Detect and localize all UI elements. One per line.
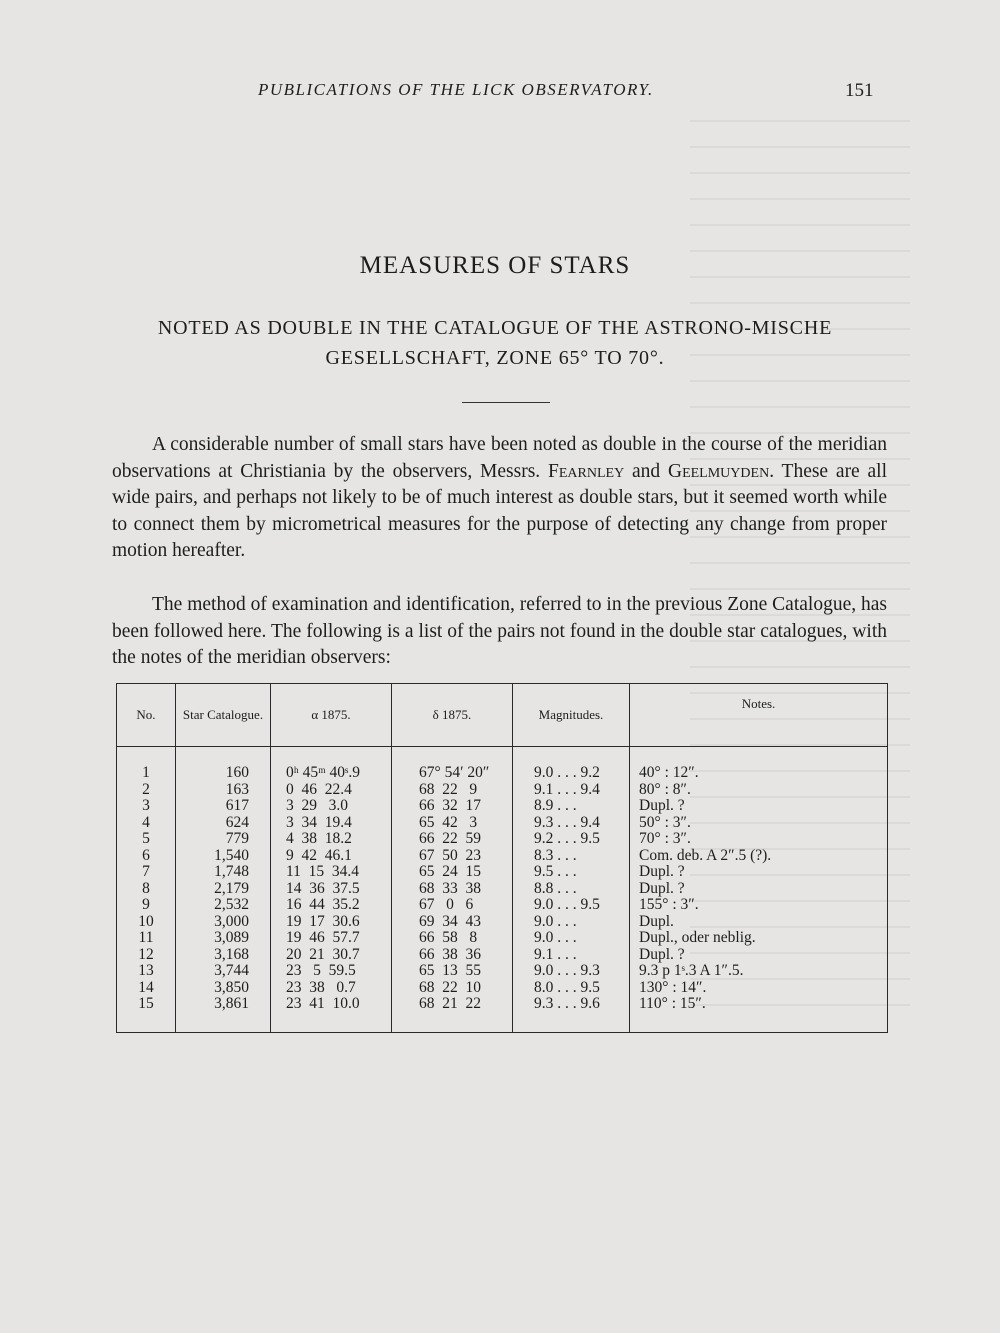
header-no: No. xyxy=(117,684,176,747)
table-cell-catalogue: 3,089 xyxy=(214,929,249,946)
table-cell-notes: 9.3 p 1ˢ.3 A 1″.5. xyxy=(639,962,744,979)
table-cell-ra: 3 34 19.4 xyxy=(286,813,352,831)
column-magnitudes xyxy=(513,747,630,1033)
table-cell-notes: 110° : 15″. xyxy=(639,995,706,1012)
paragraph-intro-and: and xyxy=(632,460,661,482)
table-cell-dec: 67 50 23 xyxy=(419,846,481,864)
table-cell-no: 14 xyxy=(138,978,154,996)
observer-name-2: Geelmuyden xyxy=(668,460,770,482)
table-cell-notes: Dupl. xyxy=(639,912,674,930)
table-cell-notes: 130° : 14″. xyxy=(639,978,707,996)
table-cell-dec: 67° 54′ 20″ xyxy=(419,764,490,781)
table-cell-magnitudes: 9.1 . . . xyxy=(534,945,577,963)
table-cell-catalogue: 779 xyxy=(225,830,249,847)
section-rule xyxy=(462,402,550,403)
column-ra xyxy=(271,747,392,1033)
table-cell-ra: 9 42 46.1 xyxy=(286,846,352,864)
table-cell-ra: 19 46 57.7 xyxy=(286,929,360,946)
table-cell-no: 2 xyxy=(142,780,150,798)
table-cell-no: 12 xyxy=(138,945,154,963)
table-cell-dec: 66 32 17 xyxy=(419,797,481,814)
paragraph-intro xyxy=(112,432,887,565)
table-cell-notes: Dupl. ? xyxy=(639,863,685,880)
running-head: PUBLICATIONS OF THE LICK OBSERVATORY. xyxy=(258,80,654,99)
table-cell-catalogue: 160 xyxy=(225,764,249,781)
table-cell-dec: 68 22 10 xyxy=(419,978,481,996)
table-cell-notes: Dupl. ? xyxy=(639,945,685,963)
table-cell-magnitudes: 8.0 . . . 9.5 xyxy=(534,978,600,996)
page-title: MEASURES OF STARS xyxy=(359,252,631,279)
table-cell-no: 4 xyxy=(142,813,150,831)
table-cell-no: 10 xyxy=(138,912,154,930)
table-cell-no: 11 xyxy=(138,929,154,946)
table-cell-catalogue: 3,168 xyxy=(214,945,249,963)
table-cell-no: 8 xyxy=(142,879,150,897)
header-dec: δ 1875. xyxy=(392,684,513,747)
table-cell-ra: 16 44 35.2 xyxy=(286,896,360,913)
table-cell-no: 9 xyxy=(142,896,150,913)
table-cell-no: 1 xyxy=(142,764,150,781)
table-cell-no: 3 xyxy=(142,797,150,814)
table-cell-dec: 66 58 8 xyxy=(419,929,478,946)
table-cell-catalogue: 1,540 xyxy=(214,846,249,864)
table-cell-magnitudes: 8.3 . . . xyxy=(534,846,577,864)
paragraph-method-text: The method of examination and identification, referred to in the previous Zone Catalogue, has been followed here. The following is a list of the pairs not found in the double star catalogues, with the notes of the meridian observers: xyxy=(112,594,887,668)
table-cell-no: 13 xyxy=(138,962,154,979)
table-cell-catalogue: 1,748 xyxy=(214,863,249,880)
table-cell-ra: 14 36 37.5 xyxy=(286,879,360,897)
table-cell-magnitudes: 9.1 . . . 9.4 xyxy=(534,780,600,798)
table-cell-dec: 65 42 3 xyxy=(419,813,478,831)
table-cell-magnitudes: 9.5 . . . xyxy=(534,863,577,880)
table-cell-ra: 23 41 10.0 xyxy=(286,995,360,1012)
table-cell-catalogue: 163 xyxy=(225,780,249,798)
table-cell-ra: 4 38 18.2 xyxy=(286,830,352,847)
observer-name-1: Fearnley xyxy=(548,460,625,482)
column-no xyxy=(117,747,176,1033)
header-notes: Notes. xyxy=(630,684,888,747)
table-cell-magnitudes: 9.3 . . . 9.6 xyxy=(534,995,600,1012)
header-ra: α 1875. xyxy=(271,684,392,747)
table-cell-magnitudes: 9.3 . . . 9.4 xyxy=(534,813,600,831)
table-cell-dec: 66 38 36 xyxy=(419,945,481,963)
table-header-row xyxy=(117,684,888,747)
table-cell-ra: 11 15 34.4 xyxy=(286,863,360,880)
table-cell-dec: 68 21 22 xyxy=(419,995,481,1012)
table-cell-notes: 40° : 12″. xyxy=(639,764,699,781)
table-cell-dec: 68 33 38 xyxy=(419,879,481,897)
header-catalogue: Star Catalogue. xyxy=(176,684,271,747)
table-cell-magnitudes: 9.0 . . . 9.3 xyxy=(534,962,600,979)
table-cell-notes: Dupl., oder neblig. xyxy=(639,929,756,946)
double-star-table xyxy=(116,683,888,1033)
table-cell-magnitudes: 9.0 . . . 9.5 xyxy=(534,896,600,913)
column-notes xyxy=(630,747,888,1033)
table-cell-dec: 67 0 6 xyxy=(419,896,474,913)
table-cell-catalogue: 3,744 xyxy=(214,962,249,979)
table-cell-catalogue: 624 xyxy=(225,813,249,831)
table-cell-notes: Dupl. ? xyxy=(639,797,685,814)
header-magnitudes: Magnitudes. xyxy=(513,684,630,747)
table-cell-magnitudes: 8.8 . . . xyxy=(534,879,577,897)
table-cell-no: 7 xyxy=(142,863,150,880)
table-cell-catalogue: 3,861 xyxy=(214,995,249,1012)
table-cell-dec: 65 13 55 xyxy=(419,962,481,979)
table-cell-catalogue: 2,532 xyxy=(214,896,249,913)
table-cell-dec: 65 24 15 xyxy=(419,863,481,880)
table-cell-magnitudes: 9.2 . . . 9.5 xyxy=(534,830,600,847)
table-cell-magnitudes: 9.0 . . . xyxy=(534,912,577,930)
table-cell-magnitudes: 9.0 . . . 9.2 xyxy=(534,764,600,781)
table-cell-dec: 66 22 59 xyxy=(419,830,481,847)
table-cell-notes: Com. deb. A 2″.5 (?). xyxy=(639,846,772,864)
table-cell-dec: 69 34 43 xyxy=(419,912,481,930)
table-cell-notes: 70° : 3″. xyxy=(639,830,691,847)
table-cell-catalogue: 617 xyxy=(225,797,249,814)
column-catalogue xyxy=(176,747,271,1033)
table-cell-notes: 155° : 3″. xyxy=(639,896,699,913)
table-cell-notes: 50° : 3″. xyxy=(639,813,691,831)
table-cell-ra: 23 5 59.5 xyxy=(286,962,356,979)
table-cell-magnitudes: 8.9 . . . xyxy=(534,797,577,814)
table-cell-ra: 23 38 0.7 xyxy=(286,978,356,996)
table-cell-magnitudes: 9.0 . . . xyxy=(534,929,577,946)
page-subtitle: NOTED AS DOUBLE IN THE CATALOGUE OF THE ASTRONO-MISCHE GESELLSCHAFT, ZONE 65° TO 70°. xyxy=(157,317,833,369)
column-dec xyxy=(392,747,513,1033)
table-cell-notes: Dupl. ? xyxy=(639,879,685,897)
table-cell-ra: 3 29 3.0 xyxy=(286,797,348,814)
table-cell-catalogue: 3,000 xyxy=(214,912,249,930)
table-cell-ra: 0 46 22.4 xyxy=(286,780,352,798)
table-cell-no: 15 xyxy=(138,995,154,1012)
table-body-row xyxy=(117,747,888,1033)
paragraph-intro-text-a: A considerable number of small stars have been noted as double in the course of the meridian observations at Christiania by the observers, Messrs. xyxy=(112,434,887,482)
paragraph-intro-text-b: . These are all wide pairs, and perhaps not likely to be of much interest as double stars, but it seemed worth while to connect them by micrometrical measures for the purpose of detecting any change from proper motion hereafter. xyxy=(112,460,888,561)
table-cell-catalogue: 2,179 xyxy=(214,879,249,897)
table-cell-catalogue: 3,850 xyxy=(214,978,249,996)
table-cell-no: 5 xyxy=(142,830,150,847)
table-cell-ra: 19 17 30.6 xyxy=(286,912,360,930)
page-number: 151 xyxy=(845,80,874,101)
table-cell-no: 6 xyxy=(142,846,150,864)
table-cell-ra: 0ʰ 45ᵐ 40ˢ.9 xyxy=(286,764,360,781)
table-cell-notes: 80° : 8″. xyxy=(639,780,691,798)
table-cell-dec: 68 22 9 xyxy=(419,780,478,798)
paragraph-method xyxy=(112,592,887,672)
table-cell-ra: 20 21 30.7 xyxy=(286,945,360,963)
